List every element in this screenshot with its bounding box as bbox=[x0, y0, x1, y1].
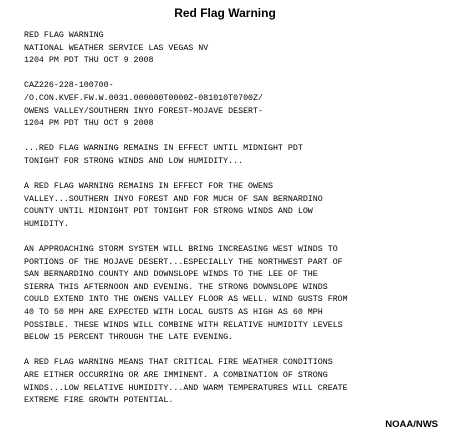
headline-block bbox=[24, 143, 444, 168]
bulletin-line: RED FLAG WARNING bbox=[24, 31, 104, 40]
bulletin-line: VALLEY...SOUTHERN INYO FOREST AND FOR MUCH OF SAN BERNARDINO bbox=[24, 194, 323, 204]
bulletin-line: CAZ226-228-100700- bbox=[24, 81, 114, 91]
bulletin-line: AN APPROACHING STORM SYSTEM WILL BRING INCREASING WEST WINDS TO bbox=[24, 245, 338, 255]
source-credit: NOAA/NWS bbox=[385, 419, 438, 430]
bulletin-line: 1204 PM PDT THU OCT 9 2008 bbox=[24, 119, 154, 129]
bulletin-line: ARE EITHER OCCURRING OR ARE IMMINENT. A COMBINATION OF STRONG bbox=[24, 371, 328, 381]
bulletin-line: OWENS VALLEY/SOUTHERN INYO FOREST-MOJAVE DESERT- bbox=[24, 106, 263, 116]
bulletin-line: EXTREME FIRE GROWTH POTENTIAL. bbox=[24, 396, 174, 406]
bulletin-line: PORTIONS OF THE MOJAVE DESERT...ESPECIALLY THE NORTHWEST PART OF bbox=[24, 257, 343, 267]
bulletin-line: 1204 PM PDT THU OCT 9 2008 bbox=[24, 56, 154, 66]
bulletin-line: ...RED FLAG WARNING REMAINS IN EFFECT UNTIL MIDNIGHT PDT bbox=[24, 144, 303, 154]
bulletin-line: SAN BERNARDINO COUNTY AND DOWNSLOPE WINDS TO THE LEE OF THE bbox=[24, 270, 318, 280]
bulletin-line: HUMIDITY. bbox=[24, 219, 69, 229]
header-block bbox=[24, 30, 444, 68]
bulletin-line: A RED FLAG WARNING REMAINS IN EFFECT FOR THE OWENS bbox=[24, 182, 273, 192]
bulletin-line: COUNTY UNTIL MIDNIGHT PDT TONIGHT FOR STRONG WINDS AND LOW bbox=[24, 207, 313, 217]
bulletin-line: /O.CON.KVEF.FW.W.0031.000000T0000Z-081010T0700Z/ bbox=[24, 93, 263, 103]
bulletin-line: A RED FLAG WARNING MEANS THAT CRITICAL FIRE WEATHER CONDITIONS bbox=[24, 358, 333, 368]
meaning-paragraph bbox=[24, 357, 444, 407]
bulletin-text bbox=[24, 30, 444, 420]
summary-paragraph bbox=[24, 181, 444, 231]
zone-block bbox=[24, 80, 444, 130]
bulletin-line: 40 TO 50 MPH ARE EXPECTED WITH LOCAL GUSTS AS HIGH AS 60 MPH bbox=[24, 308, 323, 318]
bulletin-line: WINDS...LOW RELATIVE HUMIDITY...AND WARM TEMPERATURES WILL CREATE bbox=[24, 383, 348, 393]
bulletin-line: TONIGHT FOR STRONG WINDS AND LOW HUMIDITY... bbox=[24, 156, 244, 166]
bulletin-line: POSSIBLE. THESE WINDS WILL COMBINE WITH RELATIVE HUMIDITY LEVELS bbox=[24, 320, 343, 330]
bulletin-line: BELOW 15 PERCENT THROUGH THE LATE EVENING. bbox=[24, 333, 234, 343]
page-title: Red Flag Warning bbox=[174, 6, 276, 20]
bulletin-line: SIERRA THIS AFTERNOON AND EVENING. THE STRONG DOWNSLOPE WINDS bbox=[24, 282, 328, 292]
details-paragraph bbox=[24, 244, 444, 345]
bulletin-line: NATIONAL WEATHER SERVICE LAS VEGAS NV bbox=[24, 43, 209, 53]
bulletin-line: COULD EXTEND INTO THE OWENS VALLEY FLOOR AS WELL. WIND GUSTS FROM bbox=[24, 295, 348, 305]
